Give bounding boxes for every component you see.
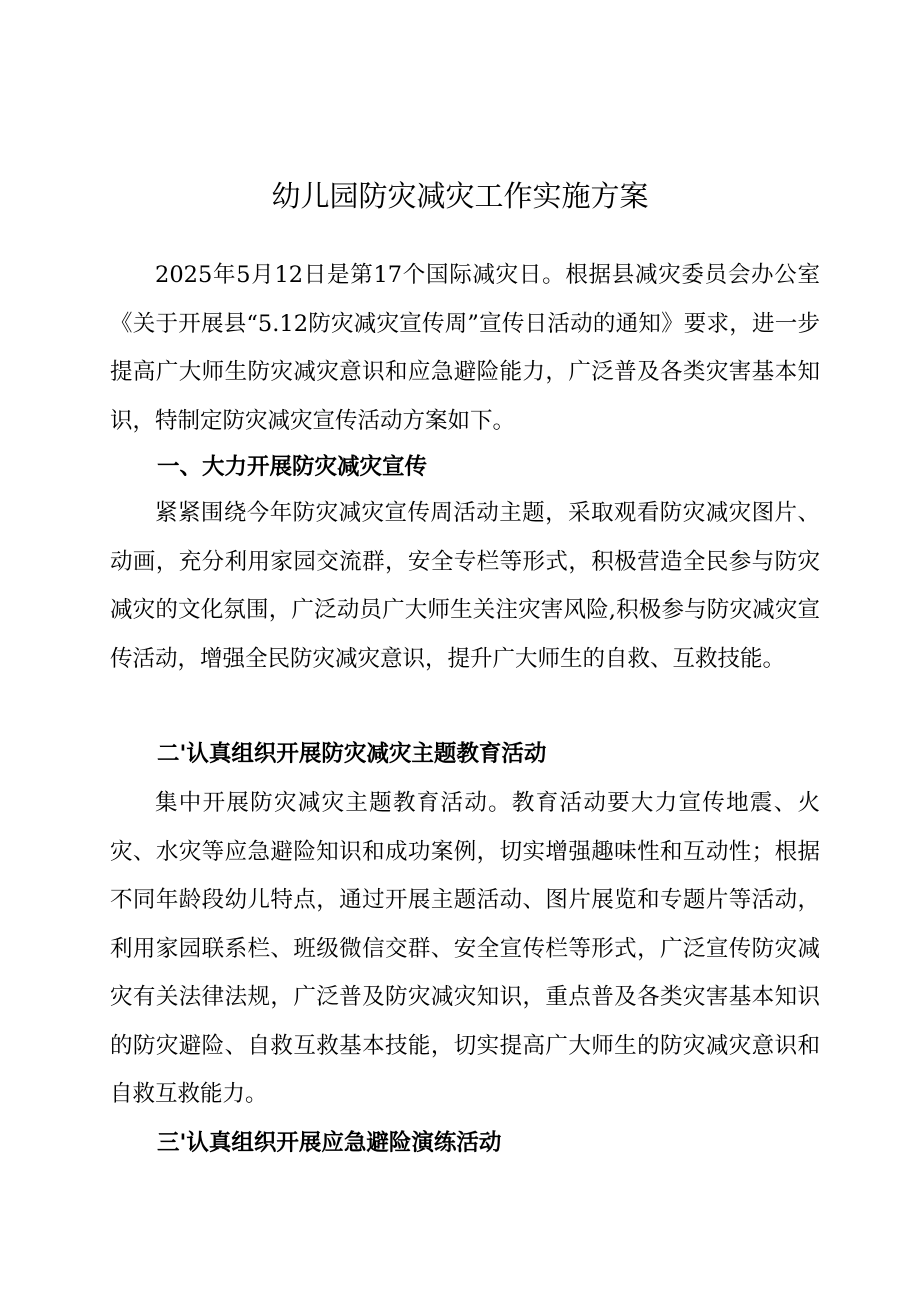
section-1-heading: 一、大力开展防灾减灾宣传 (157, 454, 428, 480)
document-title: 幼儿园防灾减灾工作实施方案 (271, 179, 649, 213)
section-3-heading: 三'认真组织开展应急避险演练活动 (157, 1130, 502, 1156)
intro-paragraph: 2025年5月12日是第17个国际减灾日。根据县减灾委员会办公室《关于开展县“5.12防灾减灾宣传周”宣传日活动的通知》要求，进一步提高广大师生防灾减灾意识和应急避险能力，广泛普及各类灾害基本知识，特制定防灾减灾宣传活动方案如下。 (110, 262, 820, 434)
section-2-paragraph: 集中开展防灾减灾主题教育活动。教育活动要大力宣传地震、火灾、水灾等应急避险知识和成功案例，切实增强趣味性和互动性；根据不同年龄段幼儿特点，通过开展主题活动、图片展览和专题片等活动，利用家园联系栏、班级微信交群、安全宣传栏等形式，广泛宣传防灾减灾有关法律法规，广泛普及防灾减灾知识，重点普及各类灾害基本知识的防灾避险、自救互救基本技能，切实提高广大师生的防灾减灾意识和自救互救能力。 (110, 790, 820, 1107)
section-2-heading: 二'认真组织开展防灾减灾主题教育活动 (157, 741, 547, 767)
section-1-paragraph: 紧紧围绕今年防灾减灾宣传周活动主题，采取观看防灾减灾图片、动画，充分利用家园交流群，安全专栏等形式，积极营造全民参与防灾减灾的文化氛围，广泛动员广大师生关注灾害风险,积极参与防灾减灾宣传活动，增强全民防灾减灾意识，提升广大师生的自救、互救技能。 (110, 500, 820, 672)
